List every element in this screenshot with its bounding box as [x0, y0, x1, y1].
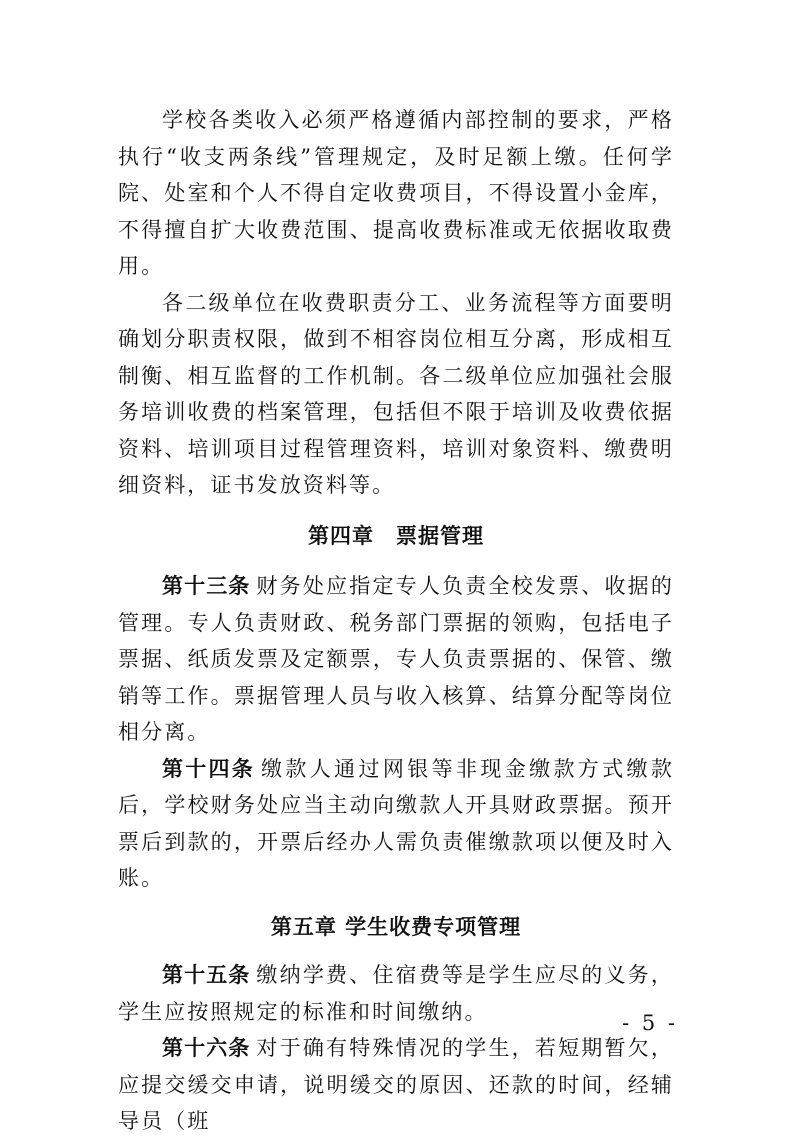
chapter-heading: 第五章 学生收费专项管理 [270, 914, 522, 939]
article-label: 第十三条 [162, 574, 251, 598]
paragraph: 各二级单位在收费职责分工、业务流程等方面要明确划分职责权限，做到不相容岗位相互分离，形成相互制衡、相互监督的工作机制。各二级单位应加强社会服务培训收费的档案管理，包括但不限于培训及收费依据资料、培训项目过程管理资料，培训对象资料、缴费明细资料，证书发放资料等。 [118, 290, 674, 497]
paragraph: 学校各类收入必须严格遵循内部控制的要求，严格执行“收支两条线”管理规定，及时足额上缴。任何学院、处室和个人不得自定收费项目，不得设置小金库，不得擅自扩大收费范围、提高收费标准或无依据收取费用。 [118, 108, 674, 278]
article-paragraph [118, 751, 674, 897]
article-paragraph [118, 957, 674, 1030]
chapter-heading: 第四章 票据管理 [308, 523, 484, 548]
article-label: 第十六条 [162, 1036, 251, 1060]
article-paragraph [118, 1030, 674, 1140]
page-number: - 5 - [622, 1011, 678, 1035]
article-paragraph [118, 568, 674, 751]
document-body [118, 102, 674, 1140]
article-text: 缴纳学费、住宿费等是学生应尽的义务，学生应按照规定的标准和时间缴纳。 [118, 963, 674, 1024]
article-text: 对于确有特殊情况的学生，若短期暂欠，应提交缓交申请，说明缓交的原因、还款的时间，经辅导员（班 [118, 1036, 674, 1133]
article-text: 财务处应指定专人负责全校发票、收据的管理。专人负责财政、税务部门票据的领购，包括电子票据、纸质发票及定额票，专人负责票据的、保管、缴销等工作。票据管理人员与收入核算、结算分配等岗位相分离。 [118, 574, 674, 744]
article-text: 缴款人通过网银等非现金缴款方式缴款后，学校财务处应当主动向缴款人开具财政票据。预开票后到款的，开票后经办人需负责催缴款项以便及时入账。 [118, 756, 674, 890]
article-label: 第十四条 [162, 756, 256, 781]
article-label: 第十五条 [162, 963, 251, 987]
